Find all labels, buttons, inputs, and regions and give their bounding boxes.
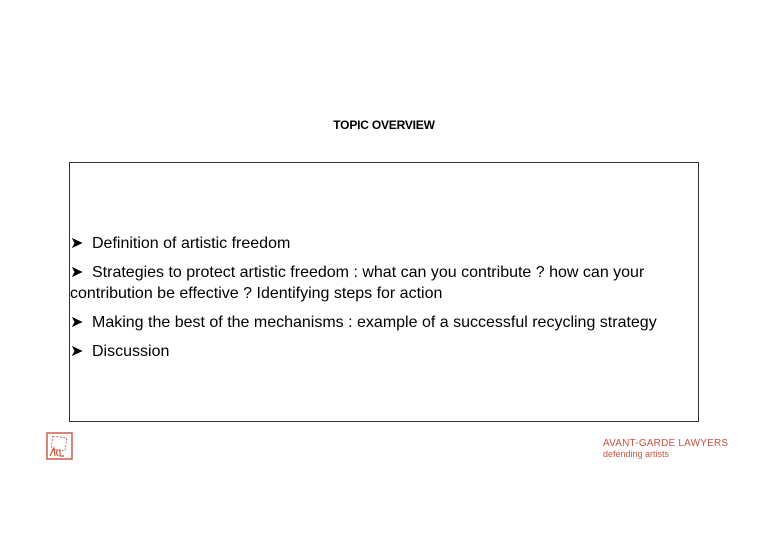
arrow-bullet-icon: ➤ xyxy=(70,235,84,252)
bullet-item xyxy=(70,312,698,333)
brand-name: AVANT-GARDE LAWYERS xyxy=(603,438,729,449)
agl-frame-logo-icon xyxy=(46,432,73,460)
topic-box xyxy=(69,162,699,422)
arrow-bullet-icon: ➤ xyxy=(70,264,84,281)
arrow-bullet-icon: ➤ xyxy=(70,314,84,331)
bullet-item xyxy=(70,262,698,304)
arrow-bullet-icon: ➤ xyxy=(70,343,84,360)
bullet-text: Definition of artistic freedom xyxy=(92,235,291,252)
slide-title: TOPIC OVERVIEW xyxy=(333,118,435,132)
bullet-list xyxy=(70,233,698,370)
brand-tagline: defending artists xyxy=(603,449,670,459)
bullet-text: Discussion xyxy=(92,343,170,360)
brand-block xyxy=(603,438,728,459)
bullet-item xyxy=(70,233,698,254)
bullet-text: Making the best of the mechanisms : example of a successful recycling strategy xyxy=(92,314,657,331)
bullet-text: Strategies to protect artistic freedom : what can you contribute ? how can your contribution be effective ? Identifying steps for action xyxy=(70,264,645,302)
bullet-item xyxy=(70,341,698,362)
